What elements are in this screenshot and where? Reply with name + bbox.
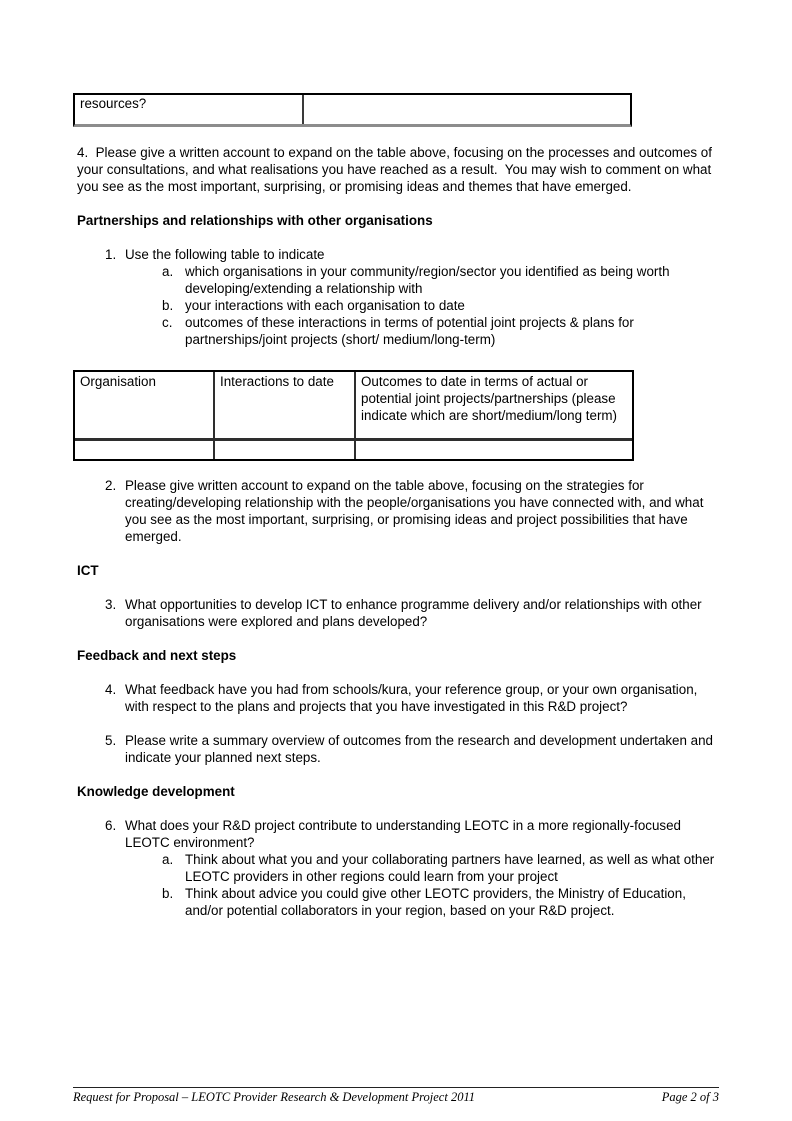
numbered-item-6 bbox=[77, 817, 717, 919]
item-text: Please write a summary overview of outcomes from the research and development undertaken and indicate your planned next steps. bbox=[125, 733, 713, 765]
page-footer bbox=[73, 1087, 719, 1105]
table-header-row bbox=[75, 372, 632, 441]
sub-item-letter: a. bbox=[162, 264, 174, 279]
numbered-item-3 bbox=[77, 596, 717, 630]
item-body bbox=[125, 246, 717, 348]
footer-document-title: Request for Proposal – LEOTC Provider Research & Development Project 2011 bbox=[73, 1090, 476, 1104]
sub-item-letter: a. bbox=[162, 852, 174, 867]
page-content bbox=[77, 93, 717, 936]
table-cell-empty bbox=[75, 441, 215, 459]
sub-item-text: outcomes of these interactions in terms of potential joint projects & plans for partnerships/joint projects (short/ medium/long-term) bbox=[185, 315, 634, 347]
table-empty-row bbox=[75, 441, 632, 459]
section-heading-feedback: Feedback and next steps bbox=[77, 648, 237, 663]
table-header-interactions: Interactions to date bbox=[215, 372, 356, 438]
numbered-item-1 bbox=[77, 246, 717, 348]
sub-item-letter: b. bbox=[162, 886, 174, 901]
table-cell-resources: resources? bbox=[75, 95, 304, 124]
item-number: 3. bbox=[105, 597, 117, 612]
item-number: 2. bbox=[105, 478, 117, 493]
sub-item-c bbox=[125, 314, 717, 348]
item-text: What opportunities to develop ICT to enhance programme delivery and/or relationships with other organisations were explored and plans developed? bbox=[125, 597, 702, 629]
sub-item-text: which organisations in your community/region/sector you identified as being worth developing/extending a relationship with bbox=[185, 264, 670, 296]
section-heading-partnerships: Partnerships and relationships with other organisations bbox=[77, 213, 433, 228]
item-number: 4. bbox=[105, 682, 117, 697]
sub-item-b bbox=[125, 297, 717, 314]
table-cell-empty bbox=[215, 441, 356, 459]
item-number: 1. bbox=[105, 247, 117, 262]
item-number: 6. bbox=[105, 818, 117, 833]
item-text: Use the following table to indicate bbox=[125, 247, 325, 262]
item-number: 5. bbox=[105, 733, 117, 748]
table-cell-empty bbox=[304, 95, 630, 124]
section-heading-knowledge: Knowledge development bbox=[77, 784, 235, 799]
sub-item-text: your interactions with each organisation to date bbox=[185, 298, 465, 313]
footer-page-number: Page 2 of 3 bbox=[661, 1090, 719, 1104]
sub-item-letter: c. bbox=[162, 315, 173, 330]
numbered-item-4 bbox=[77, 681, 717, 715]
sub-item-letter: b. bbox=[162, 298, 174, 313]
table-header-organisation: Organisation bbox=[75, 372, 215, 438]
item-text: What does your R&D project contribute to understanding LEOTC in a more regionally-focused LEOTC environment? bbox=[125, 818, 681, 850]
item-text: Please give written account to expand on the table above, focusing on the strategies for creating/developing relationship with the people/organisations you have connected with, and what you see as the most important, surprising, or promising ideas and project possibilities that have emerged. bbox=[125, 478, 704, 544]
sub-item-a bbox=[125, 851, 717, 885]
table-header-outcomes: Outcomes to date in terms of actual or potential joint projects/partnerships (please indicate which are short/medium/long term) bbox=[361, 374, 618, 423]
sub-item-text: Think about what you and your collaborating partners have learned, as well as what other LEOTC providers in other regions could learn from your project bbox=[185, 852, 715, 884]
continued-table bbox=[73, 93, 632, 127]
numbered-item-2 bbox=[77, 477, 717, 545]
section-heading-ict: ICT bbox=[77, 563, 99, 578]
item-text: What feedback have you had from schools/kura, your reference group, or your own organisation, with respect to the plans and projects that you have investigated in this R&D project? bbox=[125, 682, 698, 714]
sub-item-b bbox=[125, 885, 717, 919]
sub-item-text: Think about advice you could give other LEOTC providers, the Ministry of Education, and/or potential collaborators in your region, based on your R&D project. bbox=[185, 886, 686, 918]
partnerships-table bbox=[73, 370, 634, 461]
numbered-item-5 bbox=[77, 732, 717, 766]
item-body bbox=[125, 817, 717, 919]
sub-item-a bbox=[125, 263, 717, 297]
table-cell-empty bbox=[356, 441, 632, 459]
intro-item-4: 4. Please give a written account to expand on the table above, focusing on the processes and outcomes of your consultations, and what realisations you have reached as a result. You may wish to comment on what you see as the most important, surprising, or promising ideas and themes that have emerged. bbox=[77, 145, 716, 194]
